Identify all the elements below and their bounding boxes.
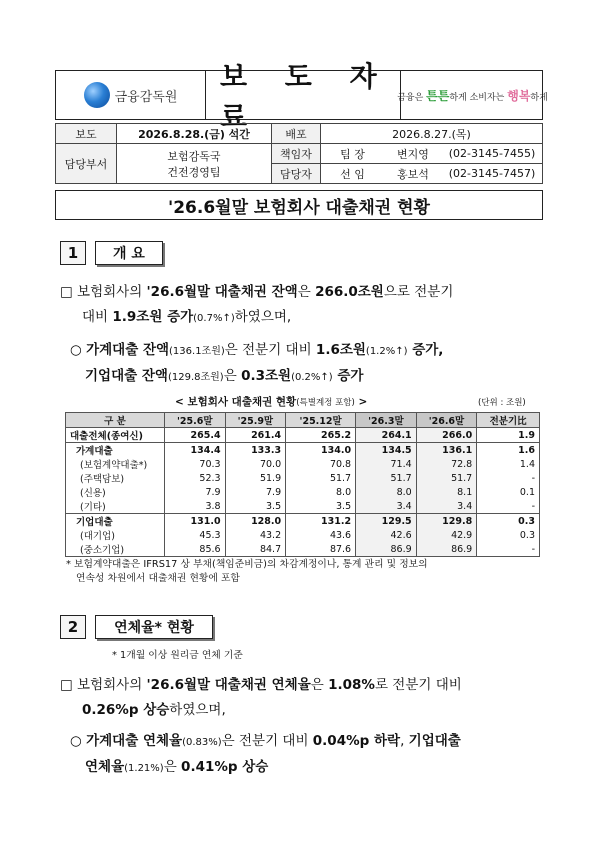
- table-cell: 131.2: [286, 514, 356, 529]
- text-bold: 0.26%p 상승: [82, 702, 170, 718]
- table-cell: 70.3: [165, 457, 226, 471]
- org-logo: [56, 71, 206, 119]
- table-cell: 3.8: [165, 499, 226, 514]
- table-row: [66, 514, 540, 529]
- table-cell: 0.3: [477, 514, 540, 529]
- col-header: '25.12말: [286, 413, 356, 428]
- text: 하였으며,: [234, 309, 292, 325]
- table-cell: 133.3: [225, 443, 286, 458]
- table-cell: -: [477, 471, 540, 485]
- row-label: (주택담보): [66, 471, 165, 485]
- table-cell: 7.9: [225, 485, 286, 499]
- table-cell: 134.4: [165, 443, 226, 458]
- table-row: [66, 428, 540, 443]
- table-cell: 136.1: [416, 443, 477, 458]
- table-cell: 84.7: [225, 542, 286, 557]
- text-bold: '26.6월말 대출채권 연체율: [146, 677, 311, 693]
- text-bold: 연체율: [85, 759, 125, 775]
- text-bold: 1.6조원: [315, 342, 366, 358]
- table-header-row: [66, 413, 540, 428]
- table-title-end: >: [354, 396, 368, 408]
- table-cell: 71.4: [356, 457, 417, 471]
- table-cell: 8.0: [356, 485, 417, 499]
- row-label: (보험계약대출*): [66, 457, 165, 471]
- table-cell: 129.8: [416, 514, 477, 529]
- text: 은 전분기 대비: [224, 342, 316, 358]
- table-cell: 43.6: [286, 528, 356, 542]
- text: ,: [400, 733, 409, 749]
- table-unit: (단위 : 조원): [478, 398, 526, 408]
- table-cell: 3.4: [416, 499, 477, 514]
- text-bold: 기업대출: [408, 733, 461, 749]
- department-line-2: 건전경영팀: [167, 165, 221, 179]
- text: ○: [70, 342, 87, 358]
- row-label: (신용): [66, 485, 165, 499]
- responsible-label: 책임자: [272, 144, 321, 164]
- table-cell: 43.2: [225, 528, 286, 542]
- table-cell: 51.7: [416, 471, 477, 485]
- table-cell: 3.4: [356, 499, 417, 514]
- table-cell: 3.5: [286, 499, 356, 514]
- staff-phone: (02-3145-7457): [442, 164, 543, 184]
- col-header: '26.3말: [356, 413, 417, 428]
- responsible-phone: (02-3145-7455): [442, 144, 543, 164]
- table-cell: 264.1: [356, 428, 417, 443]
- text: 은 전분기 대비: [221, 733, 313, 749]
- loan-balance-table: [65, 412, 540, 557]
- department-line-1: 보험감독국: [167, 149, 221, 163]
- text: 하였으며,: [169, 702, 226, 718]
- slogan: [397, 71, 548, 119]
- table-row: [66, 499, 540, 514]
- department-label: 담당부서: [56, 144, 117, 184]
- row-label: (중소기업): [66, 542, 165, 557]
- slogan-post: 하게: [530, 92, 548, 103]
- staff-label: 담당자: [272, 164, 321, 184]
- section-2-heading: 연체율* 현황: [95, 615, 213, 639]
- text-bold: '26.6월말 대출채권 잔액: [146, 284, 298, 300]
- row-label: 기업대출: [66, 514, 165, 529]
- table-cell: 1.9: [477, 428, 540, 443]
- section-1-paragraph-1: [60, 280, 550, 331]
- press-release-title-cell: [206, 60, 401, 133]
- distribution-label: 배포: [272, 124, 321, 144]
- table-cell: 0.3: [477, 528, 540, 542]
- slogan-pre: 금융은: [397, 92, 427, 103]
- text-small: (129.8조원): [167, 372, 224, 383]
- table-cell: 45.3: [165, 528, 226, 542]
- text-bold: 1.08%: [328, 677, 375, 693]
- table-cell: 3.5: [225, 499, 286, 514]
- row-label: 가계대출: [66, 443, 165, 458]
- text: 은: [223, 368, 242, 384]
- table-cell: 1.6: [477, 443, 540, 458]
- org-name: 금융감독원: [114, 89, 178, 105]
- table-cell: 51.9: [225, 471, 286, 485]
- table-cell: 87.6: [286, 542, 356, 557]
- table-cell: 131.0: [165, 514, 226, 529]
- table-cell: 42.9: [416, 528, 477, 542]
- table-row: [66, 471, 540, 485]
- col-header: '25.9말: [225, 413, 286, 428]
- table-row: [66, 542, 540, 557]
- footnote-line-2: 연속성 차원에서 대출채권 현황에 포함: [76, 573, 240, 584]
- col-header: '26.6말: [416, 413, 477, 428]
- table-cell: 1.4: [477, 457, 540, 471]
- text-bold: 1.9조원 증가: [112, 309, 194, 325]
- table-title-note: (특별계정 포함): [296, 398, 355, 408]
- text-bold: 0.04%p 하락: [312, 733, 401, 749]
- text-small: (1.2%↑): [365, 346, 408, 357]
- table-cell: 86.9: [356, 542, 417, 557]
- responsible-title: 팀 장: [321, 144, 385, 164]
- text-bold: 0.3조원: [241, 368, 292, 384]
- section-2-paragraph-1: [60, 673, 550, 723]
- row-label: (기타): [66, 499, 165, 514]
- table-footnote: [66, 558, 546, 586]
- text: 은: [163, 759, 182, 775]
- release-label: 보도: [56, 124, 117, 144]
- section-2-note: * 1개월 이상 원리금 연체 기준: [112, 650, 243, 661]
- text-bold: 기업대출 잔액: [85, 368, 168, 384]
- col-header: 구 분: [66, 413, 165, 428]
- text: 대비: [82, 309, 113, 325]
- section-2-paragraph-2: [70, 729, 550, 781]
- table-cell: 52.3: [165, 471, 226, 485]
- table-cell: 85.6: [165, 542, 226, 557]
- table-cell: 51.7: [356, 471, 417, 485]
- row-label: 대출전체(종여신): [66, 428, 165, 443]
- table-cell: 51.7: [286, 471, 356, 485]
- document-title: '26.6월말 보험회사 대출채권 현황: [55, 190, 543, 220]
- table-cell: 70.8: [286, 457, 356, 471]
- table-title-text: < 보험회사 대출채권 현황: [175, 396, 297, 408]
- row-label: (대기업): [66, 528, 165, 542]
- text: 은: [310, 677, 329, 693]
- table-cell: 8.0: [286, 485, 356, 499]
- table-cell: 134.0: [286, 443, 356, 458]
- table-cell: 128.0: [225, 514, 286, 529]
- table-row: [66, 443, 540, 458]
- table-cell: 70.0: [225, 457, 286, 471]
- slogan-mid: 하게 소비자는: [449, 92, 508, 103]
- table-row: [66, 457, 540, 471]
- text: □ 보험회사의: [60, 284, 147, 300]
- text: 로 전분기 대비: [374, 677, 462, 693]
- col-header: '25.6말: [165, 413, 226, 428]
- text-bold: 가계대출 연체율: [86, 733, 183, 749]
- text: ○: [70, 733, 87, 749]
- press-release-title: 보 도 자 료: [220, 60, 391, 133]
- text-small: (0.7%↑): [193, 313, 235, 324]
- responsible-name: 변지영: [384, 144, 442, 164]
- text-small: (0.83%): [182, 737, 222, 748]
- table-title: [175, 394, 367, 409]
- text-small: (136.1조원): [169, 346, 225, 357]
- department-value: [117, 144, 272, 184]
- text: □ 보험회사의: [60, 677, 147, 693]
- text-bold: 증가,: [407, 342, 444, 358]
- distribution-value: 2026.8.27.(목): [321, 124, 543, 144]
- table-cell: 265.4: [165, 428, 226, 443]
- table-cell: 0.1: [477, 485, 540, 499]
- table-cell: 266.0: [416, 428, 477, 443]
- col-header: 전분기比: [477, 413, 540, 428]
- text-bold: 0.41%p 상승: [181, 759, 269, 775]
- release-info-table: [55, 123, 543, 184]
- release-value: 2026.8.28.(금) 석간: [117, 124, 272, 144]
- table-cell: -: [477, 499, 540, 514]
- section-1-heading: 개 요: [95, 241, 163, 265]
- staff-name: 홍보석: [384, 164, 442, 184]
- text-bold: 266.0조원: [315, 284, 384, 300]
- section-1-number: 1: [60, 241, 86, 265]
- table-cell: 86.9: [416, 542, 477, 557]
- table-cell: 129.5: [356, 514, 417, 529]
- table-cell: 72.8: [416, 457, 477, 471]
- table-row: [66, 485, 540, 499]
- table-cell: 261.4: [225, 428, 286, 443]
- text-small: (1.21%): [124, 763, 164, 774]
- table-cell: -: [477, 542, 540, 557]
- staff-title: 선 임: [321, 164, 385, 184]
- press-header: [55, 60, 548, 133]
- text: 으로 전분기: [383, 284, 454, 300]
- text: 은: [297, 284, 316, 300]
- fss-globe-icon: [84, 82, 110, 108]
- table-cell: 265.2: [286, 428, 356, 443]
- slogan-highlight-1: 튼튼: [426, 88, 450, 103]
- slogan-highlight-2: 행복: [507, 88, 531, 103]
- table-cell: 42.6: [356, 528, 417, 542]
- footnote-line-1: * 보험계약대출은 IFRS17 상 부채(책임준비금)의 차감계정이나, 통계 관리 및 정보의: [66, 559, 428, 570]
- table-row: [66, 528, 540, 542]
- text-bold: 가계대출 잔액: [86, 342, 170, 358]
- section-1-paragraph-2: [70, 338, 550, 390]
- table-cell: 7.9: [165, 485, 226, 499]
- text-small: (0.2%↑): [291, 372, 333, 383]
- table-cell: 134.5: [356, 443, 417, 458]
- table-cell: 8.1: [416, 485, 477, 499]
- section-2-number: 2: [60, 615, 86, 639]
- text-bold: 증가: [332, 368, 364, 384]
